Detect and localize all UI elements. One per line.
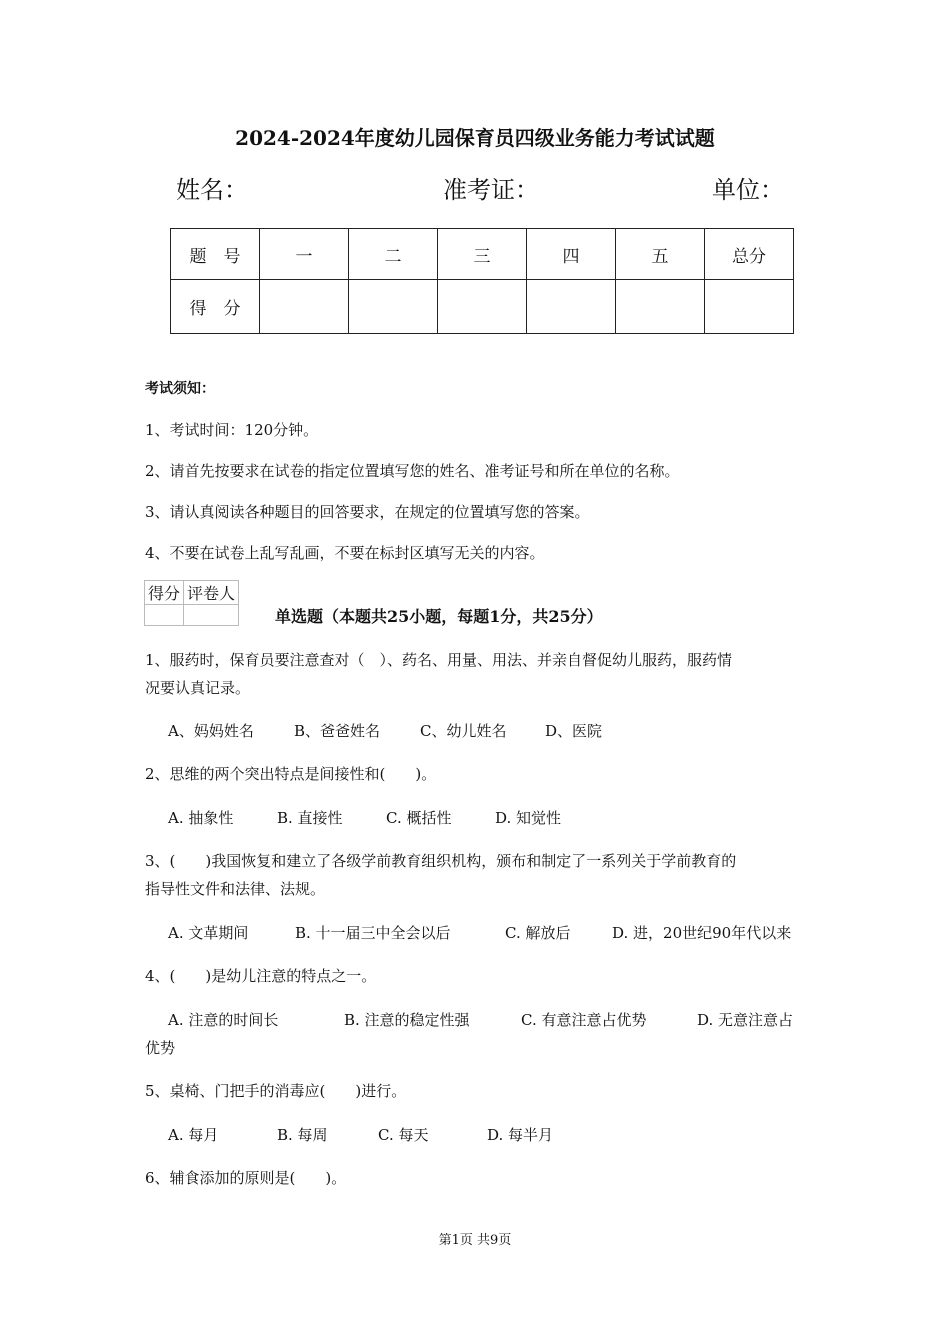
grader-name-label: 评卷人 <box>184 581 239 605</box>
unit-label: 单位： <box>712 176 784 204</box>
option-a: A. 文革期间 <box>168 924 249 942</box>
score-header-cell: 一 <box>260 229 349 280</box>
option-b: B. 注意的稳定性强 <box>344 1011 470 1029</box>
score-header-cell: 总分 <box>705 229 794 280</box>
score-header-cell: 五 <box>616 229 705 280</box>
notice-item: 1、考试时间：120分钟。 <box>145 421 319 439</box>
score-header-cell: 题 号 <box>171 229 260 280</box>
score-table-header-row <box>171 229 794 280</box>
option-a: A. 注意的时间长 <box>168 1011 279 1029</box>
page-title: 2024-2024年度幼儿园保育员四级业务能力考试试题 <box>235 126 715 150</box>
grader-box <box>144 580 239 626</box>
option-c: C. 有意注意占优势 <box>521 1011 647 1029</box>
question-text: 4、( )是幼儿注意的特点之一。 <box>145 967 377 985</box>
grader-score-label: 得分 <box>145 581 184 605</box>
question-text: 5、桌椅、门把手的消毒应( )进行。 <box>145 1082 407 1100</box>
option-c: C. 解放后 <box>505 924 571 942</box>
notice-item: 2、请首先按要求在试卷的指定位置填写您的姓名、准考证号和所在单位的名称。 <box>145 462 680 480</box>
section-title: 单选题（本题共25小题，每题1分，共25分） <box>275 607 603 626</box>
question-text-cont: 况要认真记录。 <box>145 679 251 697</box>
score-cell <box>438 280 527 334</box>
score-cell <box>260 280 349 334</box>
option-a: A. 抽象性 <box>168 809 234 827</box>
score-header-cell: 四 <box>527 229 616 280</box>
question-text: 3、( )我国恢复和建立了各级学前教育组织机构，颁布和制定了一系列关于学前教育的 <box>145 852 737 870</box>
score-cell <box>616 280 705 334</box>
option-a: A. 每月 <box>168 1126 219 1144</box>
option-d: D. 进，20世纪90年代以来 <box>612 924 792 942</box>
option-d-cont: 优势 <box>145 1039 176 1057</box>
name-label: 姓名： <box>176 176 248 204</box>
score-header-cell: 二 <box>349 229 438 280</box>
grader-score-cell <box>145 605 184 626</box>
score-cell <box>349 280 438 334</box>
option-b: B、爸爸姓名 <box>294 722 381 740</box>
option-b: B. 直接性 <box>277 809 343 827</box>
question-text: 1、服药时，保育员要注意查对（ ）、药名、用量、用法、并亲自督促幼儿服药，服药情 <box>145 651 733 669</box>
notice-item: 4、不要在试卷上乱写乱画，不要在标封区填写无关的内容。 <box>145 544 545 562</box>
option-c: C. 每天 <box>378 1126 429 1144</box>
option-d: D. 知觉性 <box>495 809 562 827</box>
option-b: B. 十一届三中全会以后 <box>295 924 451 942</box>
score-cell <box>705 280 794 334</box>
score-cell <box>527 280 616 334</box>
exam-id-label: 准考证： <box>443 176 539 204</box>
notice-heading: 考试须知： <box>145 381 215 397</box>
option-c: C、幼儿姓名 <box>420 722 507 740</box>
page-number: 第1页 共9页 <box>438 1233 512 1248</box>
score-header-cell: 三 <box>438 229 527 280</box>
option-b: B. 每周 <box>277 1126 328 1144</box>
score-row-label: 得 分 <box>171 280 260 334</box>
option-d: D. 每半月 <box>487 1126 554 1144</box>
option-d: D、医院 <box>545 722 603 740</box>
option-c: C. 概括性 <box>386 809 452 827</box>
score-table-score-row <box>171 280 794 334</box>
question-text-cont: 指导性文件和法律、法规。 <box>145 880 326 898</box>
notice-item: 3、请认真阅读各种题目的回答要求，在规定的位置填写您的答案。 <box>145 503 590 521</box>
question-text: 6、辅食添加的原则是( )。 <box>145 1169 347 1187</box>
score-table <box>170 228 794 334</box>
option-a: A、妈妈姓名 <box>168 722 254 740</box>
grader-name-cell <box>184 605 239 626</box>
option-d: D. 无意注意占 <box>697 1011 794 1029</box>
question-text: 2、思维的两个突出特点是间接性和( )。 <box>145 765 437 783</box>
